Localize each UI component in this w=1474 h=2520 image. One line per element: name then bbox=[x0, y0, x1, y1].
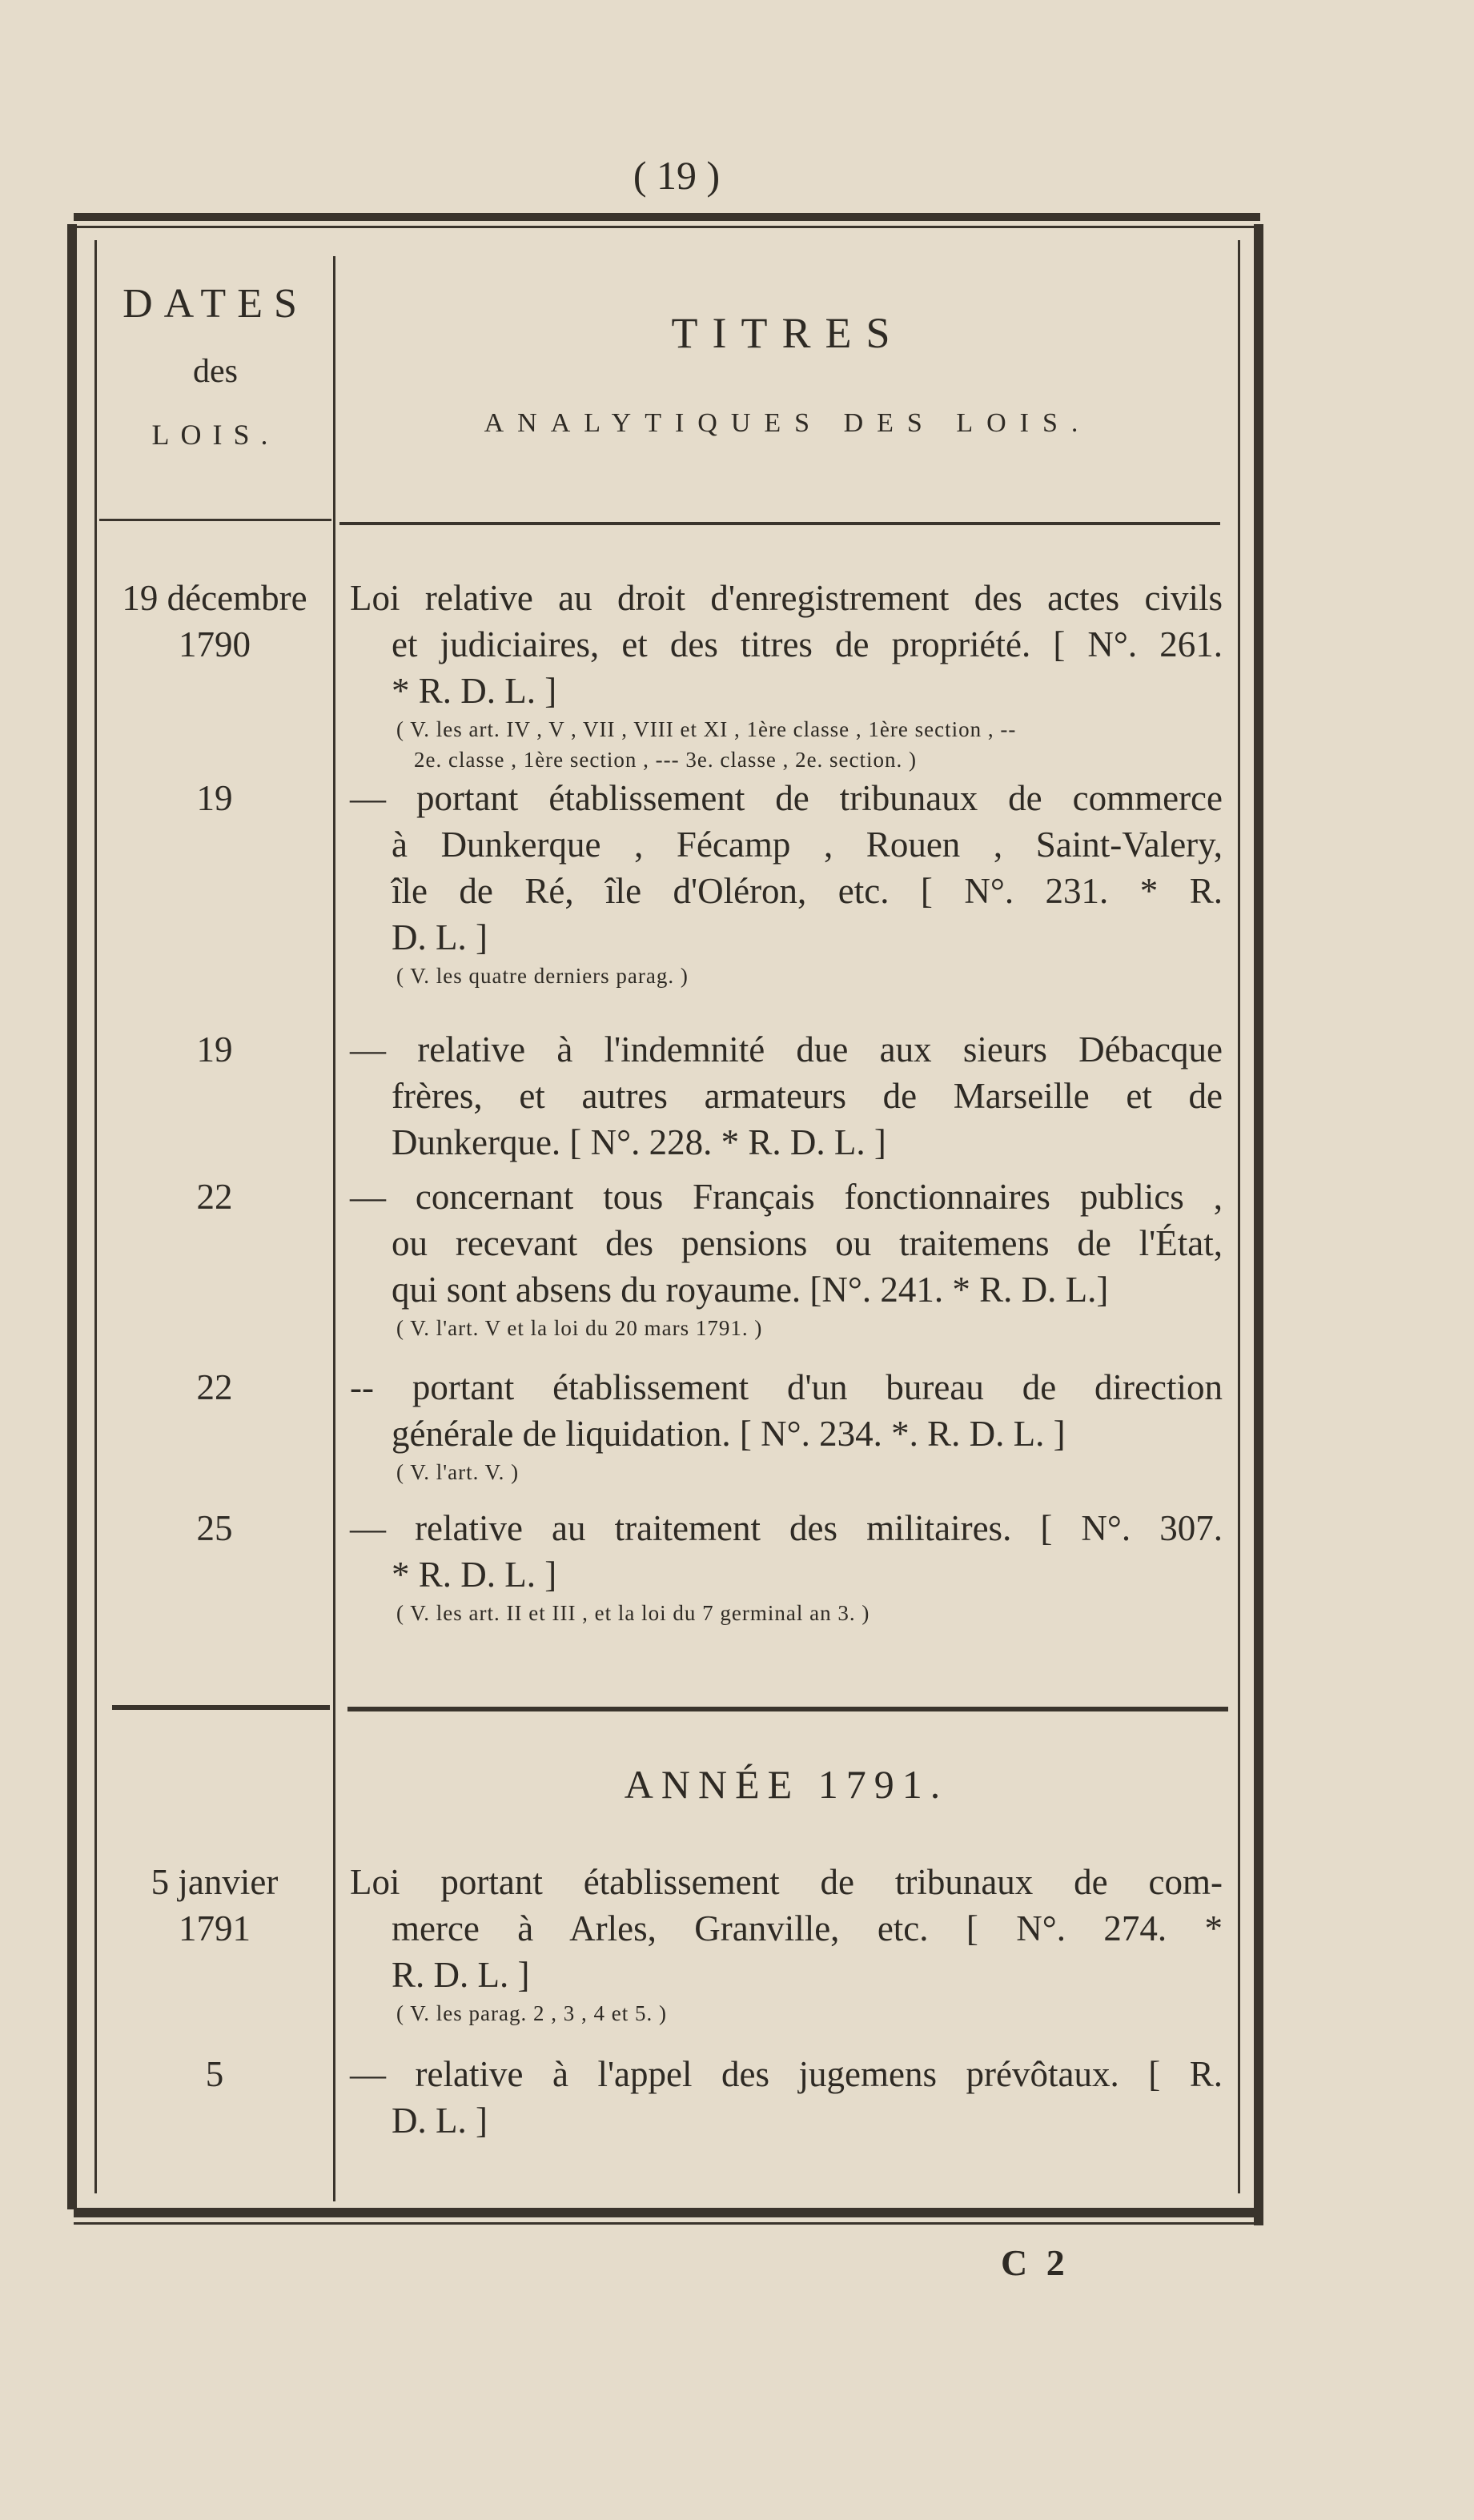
entry-title bbox=[350, 1026, 1223, 1166]
entry-text-line: R. D. L. ] bbox=[392, 1955, 530, 1995]
entry-date bbox=[94, 2051, 335, 2097]
entry-text-line: Loi portant établissement de tribunaux de com- bbox=[350, 1862, 1223, 1902]
entry-title bbox=[350, 2051, 1223, 2144]
left-border bbox=[67, 224, 77, 2209]
right-border bbox=[1254, 224, 1263, 2225]
entry-title bbox=[350, 1364, 1223, 1487]
entry-title bbox=[350, 1505, 1223, 1628]
entry-reference-note: ( V. l'art. V et la loi du 20 mars 1791. ) bbox=[396, 1316, 763, 1340]
entry-title bbox=[350, 1859, 1223, 2028]
entry-text-line: merce à Arles, Granville, etc. [ N°. 274. * bbox=[392, 1908, 1223, 1948]
entry-text-line: D. L. ] bbox=[392, 2101, 488, 2141]
entry-date-line: 5 bbox=[205, 2054, 224, 2094]
entry-text-line: — portant établissement de tribunaux de commerce bbox=[350, 778, 1223, 818]
entry-text-line: — relative au traitement des militaires. [ N°. 307. bbox=[350, 1508, 1223, 1548]
entry-date-line: 1790 bbox=[179, 624, 251, 664]
entry-text-line: à Dunkerque , Fécamp , Rouen , Saint-Valery, bbox=[392, 825, 1223, 865]
entry-reference-note: 2e. classe , 1ère section , --- 3e. classe , 2e. section. ) bbox=[414, 748, 918, 772]
header-rule-left bbox=[99, 519, 331, 521]
entry-reference-note: ( V. l'art. V. ) bbox=[396, 1460, 520, 1484]
entry-date bbox=[94, 1859, 335, 1952]
header-dates: DATES bbox=[122, 281, 308, 327]
entry-text-line: frères, et autres armateurs de Marseille et de bbox=[392, 1076, 1223, 1116]
header-lois: LOIS. bbox=[151, 419, 279, 451]
entry-date-line: 22 bbox=[196, 1177, 233, 1217]
entry-reference-note: ( V. les parag. 2 , 3 , 4 et 5. ) bbox=[396, 2001, 667, 2025]
entry-date bbox=[94, 1505, 335, 1551]
page-number: ( 19 ) bbox=[633, 153, 721, 198]
entry-reference-note: ( V. les art. II et III , et la loi du 7 germinal an 3. ) bbox=[396, 1601, 870, 1625]
entry-text-line: qui sont absens du royaume. [N°. 241. * R. D. L.] bbox=[392, 1270, 1109, 1310]
entry-text-line: ou recevant des pensions ou traitemens de l'État, bbox=[392, 1223, 1223, 1263]
entry-date-line: 19 bbox=[196, 778, 233, 818]
section-divider-left bbox=[112, 1705, 330, 1710]
header-rule-right bbox=[339, 522, 1220, 525]
entry-date-line: 22 bbox=[196, 1367, 233, 1407]
entry-date bbox=[94, 575, 335, 668]
right-inner-border bbox=[1238, 240, 1240, 2193]
bottom-rule-thin bbox=[74, 2222, 1263, 2225]
year-heading: ANNÉE 1791. bbox=[624, 1762, 949, 1807]
entry-date bbox=[94, 775, 335, 821]
entry-text-line: * R. D. L. ] bbox=[392, 671, 557, 711]
entry-text-line: et judiciaires, et des titres de propriété. [ N°. 261. bbox=[392, 624, 1223, 664]
header-titres: TITRES bbox=[671, 309, 905, 357]
entry-text-line: Dunkerque. [ N°. 228. * R. D. L. ] bbox=[392, 1122, 886, 1162]
entry-text-line: générale de liquidation. [ N°. 234. *. R. D. L. ] bbox=[392, 1414, 1066, 1454]
entry-date bbox=[94, 1026, 335, 1073]
entry-date-line: 1791 bbox=[179, 1908, 251, 1948]
entry-date-line: 19 bbox=[196, 1029, 233, 1069]
header-des: des bbox=[193, 353, 238, 390]
entry-reference-note: ( V. les quatre derniers parag. ) bbox=[396, 964, 689, 988]
entry-date-line: 19 décembre bbox=[122, 578, 307, 618]
signature-mark: C 2 bbox=[1001, 2242, 1070, 2283]
entry-title bbox=[350, 575, 1223, 775]
bottom-rule bbox=[74, 2208, 1263, 2217]
entry-text-line: D. L. ] bbox=[392, 917, 488, 957]
entry-text-line: * R. D. L. ] bbox=[392, 1555, 557, 1595]
entry-date bbox=[94, 1364, 335, 1410]
entry-title bbox=[350, 1174, 1223, 1343]
entry-text-line: -- portant établissement d'un bureau de direction bbox=[350, 1367, 1223, 1407]
entry-title bbox=[350, 775, 1223, 991]
entry-text-line: Loi relative au droit d'enregistrement des actes civils bbox=[350, 578, 1223, 618]
header-analytiques: ANALYTIQUES DES LOIS. bbox=[484, 408, 1092, 438]
section-divider-right bbox=[347, 1707, 1228, 1711]
entry-reference-note: ( V. les art. IV , V , VII , VIII et XI , 1ère classe , 1ère section , -- bbox=[396, 717, 1017, 741]
entry-date-line: 25 bbox=[196, 1508, 233, 1548]
entry-text-line: — relative à l'appel des jugemens prévôtaux. [ R. bbox=[350, 2054, 1223, 2094]
top-rule-thin bbox=[74, 226, 1260, 228]
entry-date-line: 5 janvier bbox=[151, 1862, 279, 1902]
entry-text-line: — relative à l'indemnité due aux sieurs Débacque bbox=[350, 1029, 1223, 1069]
entry-text-line: — concernant tous Français fonctionnaires publics , bbox=[350, 1177, 1223, 1217]
entry-date bbox=[94, 1174, 335, 1220]
top-rule bbox=[74, 213, 1260, 221]
entry-text-line: île de Ré, île d'Oléron, etc. [ N°. 231. * R. bbox=[392, 871, 1223, 911]
